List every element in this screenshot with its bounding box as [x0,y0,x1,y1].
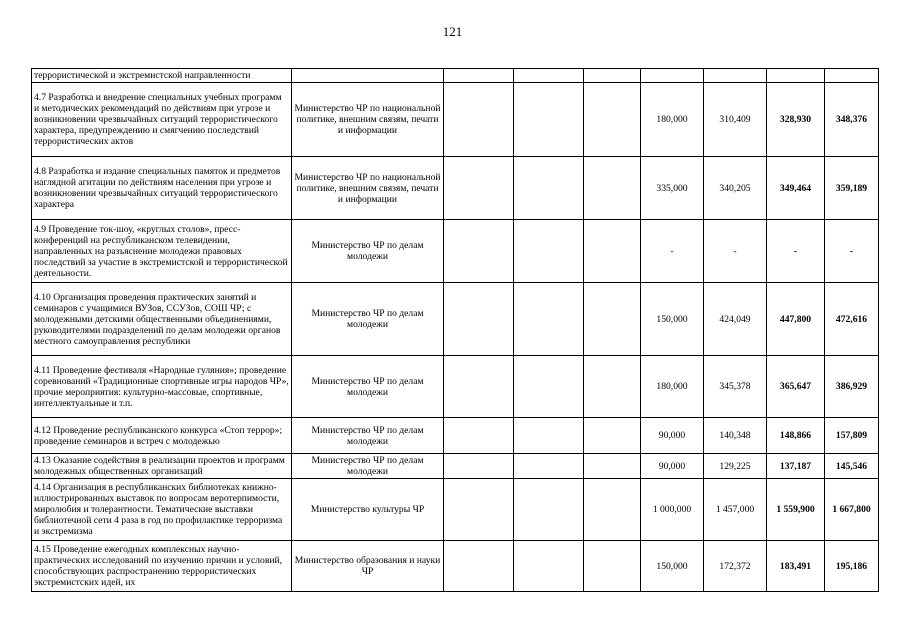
measure-name: 4.15 Проведение ежегодных комплексных научно-практических исследований по изучению причин и условий, способствующих распространению террористических экстремистских идей, их [32,541,292,592]
value-cell: 424,049 [704,283,767,356]
value-cell: - [825,220,879,283]
value-cell: 340,205 [704,157,767,220]
value-cell: 140,348 [704,418,767,454]
empty-cell [514,454,584,479]
value-cell: 180,000 [641,356,704,418]
measure-name: террористической и экстремистской направленности [32,69,292,83]
empty-cell [584,220,641,283]
empty-cell [514,83,584,157]
empty-cell [444,69,514,83]
measure-name: 4.13 Оказание содействия в реализации проектов и программ молодежных общественных организаций [32,454,292,479]
value-cell: 180,000 [641,83,704,157]
table-row [32,479,879,541]
value-cell: 195,186 [825,541,879,592]
empty-cell [444,541,514,592]
executor: Министерство ЧР по делам молодежи [292,283,444,356]
measure-name: 4.7 Разработка и внедрение специальных учебных программ и методических рекомендаций по действиям при угрозе и возникновении чрезвычайных ситуаций террористического характера, предупреждению и смягчению последствий террористических актов [32,83,292,157]
value-cell: 90,000 [641,418,704,454]
empty-cell [584,283,641,356]
empty-cell [444,418,514,454]
table-row [32,220,879,283]
measure-name: 4.12 Проведение республиканского конкурса «Стоп террор»; проведение семинаров и встреч с молодежью [32,418,292,454]
value-cell: 1 667,800 [825,479,879,541]
value-cell: 183,491 [767,541,825,592]
value-cell [767,69,825,83]
value-cell: 365,647 [767,356,825,418]
value-cell: 348,376 [825,83,879,157]
executor: Министерство ЧР по делам молодежи [292,220,444,283]
empty-cell [584,479,641,541]
measure-name: 4.8 Разработка и издание специальных памяток и предметов наглядной агитации по действиям населения при угрозе и возникновении чрезвычайных ситуаций террористического характера [32,157,292,220]
value-cell [825,69,879,83]
empty-cell [584,541,641,592]
value-cell: 90,000 [641,454,704,479]
table-row [32,454,879,479]
executor: Министерство ЧР по делам молодежи [292,356,444,418]
empty-cell [584,69,641,83]
empty-cell [514,157,584,220]
value-cell: - [641,220,704,283]
table-row [32,69,879,83]
value-cell: 345,378 [704,356,767,418]
value-cell: 349,464 [767,157,825,220]
table-row [32,418,879,454]
measure-name: 4.11 Проведение фестиваля «Народные гуляния»; проведение соревнований «Традиционные спортивные игры народов ЧР», прочие мероприятия: культурно-массовые, спортивные, интеллектуальные и т.п. [32,356,292,418]
empty-cell [514,541,584,592]
empty-cell [584,454,641,479]
table-row [32,83,879,157]
value-cell: 137,187 [767,454,825,479]
executor: Министерство ЧР по национальной политике, внешним связям, печати и информации [292,83,444,157]
measure-name: 4.10 Организация проведения практических занятий и семинаров с учащимися ВУЗов, ССУЗов, СОШ ЧР; с молодежными детскими общественными объединениями, руководителями подразделений по делам молодежи органов местного самоуправления республики [32,283,292,356]
empty-cell [444,83,514,157]
empty-cell [584,356,641,418]
value-cell: 447,800 [767,283,825,356]
page-number: 121 [442,24,463,39]
table-row [32,356,879,418]
empty-cell [584,418,641,454]
empty-cell [444,157,514,220]
measure-name: 4.14 Организация в республиканских библиотеках книжно-иллюстрированных выставок по вопросам веротерпимости, миролюбия и толерантности. Тематические выставки библиотечной сети 4 раза в год по профилактике терроризма и экстремизма [32,479,292,541]
program-table [31,68,879,592]
executor [292,69,444,83]
empty-cell [444,454,514,479]
value-cell: - [767,220,825,283]
value-cell: 172,372 [704,541,767,592]
empty-cell [444,356,514,418]
empty-cell [514,69,584,83]
executor: Министерство образования и науки ЧР [292,541,444,592]
empty-cell [514,479,584,541]
value-cell: 129,225 [704,454,767,479]
empty-cell [584,157,641,220]
empty-cell [514,418,584,454]
value-cell: 1 000,000 [641,479,704,541]
value-cell: 335,000 [641,157,704,220]
measure-name: 4.9 Проведение ток-шоу, «круглых столов», пресс-конференций на республиканском телевидении, направленных на разъяснение молодежи правовых последствий за участие в экстремистской и террористической деятельности. [32,220,292,283]
value-cell: 359,189 [825,157,879,220]
value-cell: 157,809 [825,418,879,454]
value-cell: 472,616 [825,283,879,356]
empty-cell [444,220,514,283]
table-row [32,283,879,356]
value-cell [641,69,704,83]
value-cell: 150,000 [641,283,704,356]
table-row [32,541,879,592]
empty-cell [584,83,641,157]
value-cell: 150,000 [641,541,704,592]
executor: Министерство ЧР по делам молодежи [292,454,444,479]
empty-cell [514,356,584,418]
empty-cell [444,479,514,541]
value-cell [704,69,767,83]
value-cell: 145,546 [825,454,879,479]
empty-cell [514,220,584,283]
value-cell: 310,409 [704,83,767,157]
value-cell: 386,929 [825,356,879,418]
executor: Министерство культуры ЧР [292,479,444,541]
value-cell: 148,866 [767,418,825,454]
empty-cell [514,283,584,356]
empty-cell [444,283,514,356]
value-cell: 328,930 [767,83,825,157]
value-cell: - [704,220,767,283]
executor: Министерство ЧР по национальной политике, внешним связям, печати и информации [292,157,444,220]
table-row [32,157,879,220]
executor: Министерство ЧР по делам молодежи [292,418,444,454]
value-cell: 1 559,900 [767,479,825,541]
value-cell: 1 457,000 [704,479,767,541]
